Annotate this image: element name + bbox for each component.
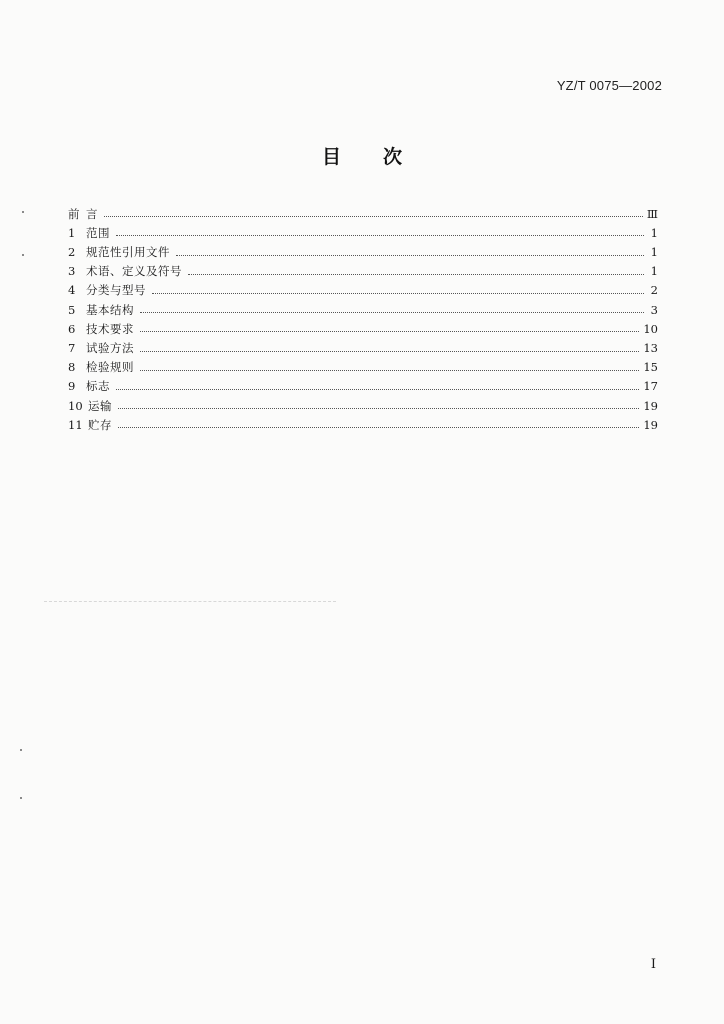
toc-entry-5[interactable] <box>68 297 658 316</box>
toc-entry-page: 19 <box>643 417 658 432</box>
toc-entry-page: 2 <box>650 283 658 298</box>
toc-entry-10[interactable] <box>68 393 658 412</box>
scan-speck <box>22 211 24 213</box>
scan-speck <box>22 254 24 256</box>
toc-entry-label: 范围 <box>86 225 110 240</box>
page-title <box>0 142 724 169</box>
toc-entry-number: 2 <box>68 245 76 260</box>
toc-entry-label: 标志 <box>86 379 110 394</box>
toc-entry-foreword[interactable] <box>68 201 658 220</box>
toc-entry-label: 贮存 <box>88 417 112 432</box>
dot-leader <box>104 216 643 217</box>
toc-entry-6[interactable] <box>68 316 658 335</box>
title-char-1: 目 <box>321 146 341 168</box>
toc-entry-number: 11 <box>68 417 83 432</box>
dot-leader <box>188 274 644 275</box>
toc-entry-label: 分类与型号 <box>86 283 146 298</box>
page-number: I <box>650 957 656 972</box>
toc-entry-4[interactable] <box>68 278 658 297</box>
toc-entry-label: 运输 <box>88 398 112 413</box>
toc-entry-label: 言 <box>86 206 98 221</box>
toc-entry-number: 3 <box>68 264 76 279</box>
toc-entry-number: 前 <box>68 206 80 221</box>
toc-entry-7[interactable] <box>68 335 658 354</box>
toc-entry-1[interactable] <box>68 220 658 239</box>
scan-speck <box>20 749 22 751</box>
dot-leader <box>140 312 644 313</box>
toc-entry-page: 17 <box>643 379 658 394</box>
toc-entry-number: 9 <box>68 379 76 394</box>
toc-entry-page: 1 <box>650 245 658 260</box>
toc-entry-page: 15 <box>643 360 658 375</box>
toc-entry-label: 规范性引用文件 <box>86 245 170 260</box>
toc-entry-number: 8 <box>68 360 76 375</box>
dot-leader <box>176 255 644 256</box>
toc-entry-number: 7 <box>68 341 76 355</box>
toc-entry-9[interactable] <box>68 374 658 393</box>
dot-leader <box>140 331 639 332</box>
dot-leader <box>116 389 639 390</box>
toc-entry-label: 试验方法 <box>86 341 134 355</box>
dot-leader <box>140 351 639 352</box>
toc-entry-page: 3 <box>650 302 658 317</box>
scan-artifact-line <box>44 601 336 602</box>
toc-entry-number: 4 <box>68 283 76 298</box>
dot-leader <box>140 370 639 371</box>
toc-entry-11[interactable] <box>68 412 658 431</box>
table-of-contents <box>68 201 658 431</box>
dot-leader <box>118 427 639 428</box>
toc-entry-number: 1 <box>68 225 76 240</box>
toc-entry-label: 技术要求 <box>86 321 134 336</box>
dot-leader <box>152 293 644 294</box>
toc-entry-number: 10 <box>68 398 83 413</box>
toc-entry-8[interactable] <box>68 355 658 374</box>
toc-entry-page: 19 <box>643 398 658 413</box>
standard-code: YZ/T 0075—2002 <box>556 78 662 93</box>
toc-entry-page: 13 <box>643 341 658 355</box>
toc-entry-3[interactable] <box>68 259 658 278</box>
dot-leader <box>118 408 639 409</box>
toc-entry-number: 5 <box>68 302 76 317</box>
toc-entry-label: 基本结构 <box>86 302 134 317</box>
title-char-2: 次 <box>383 146 403 168</box>
scan-speck <box>20 797 22 799</box>
toc-entry-page: 1 <box>650 225 658 240</box>
dot-leader <box>116 235 644 236</box>
toc-entry-number: 6 <box>68 321 76 336</box>
toc-entry-2[interactable] <box>68 239 658 258</box>
toc-entry-page: 10 <box>643 321 658 336</box>
toc-entry-page: Ⅲ <box>646 206 658 221</box>
toc-entry-label: 术语、定义及符号 <box>86 264 182 279</box>
toc-entry-label: 检验规则 <box>86 360 134 375</box>
toc-entry-page: 1 <box>650 264 658 279</box>
